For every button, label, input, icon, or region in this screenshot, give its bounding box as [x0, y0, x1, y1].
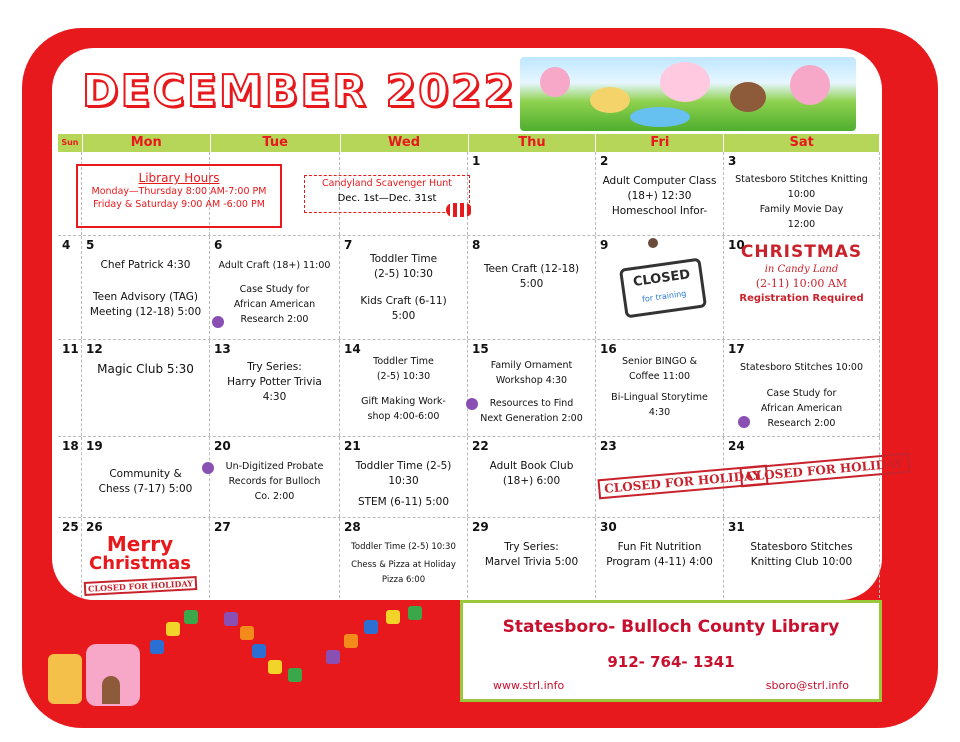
date-number: 2 — [600, 154, 609, 168]
scavenger-hunt-box — [304, 175, 470, 213]
date-number: 18 — [62, 439, 79, 453]
date-number: 30 — [600, 520, 617, 534]
date-number: 17 — [728, 342, 745, 356]
hours-weekday: Monday—Thursday 8:00 AM-7:00 PM — [91, 186, 267, 197]
tree-icon — [466, 398, 478, 410]
event-text: Statesboro Stitches Knitting Club 10:00 — [750, 541, 853, 568]
date-number: 16 — [600, 342, 617, 356]
event-text: Senior BINGO & Coffee 11:00 — [622, 356, 697, 382]
date-number: 14 — [344, 342, 361, 356]
event-text: Gift Making Work- shop 4:00-6:00 — [361, 396, 446, 422]
day-cell — [58, 437, 82, 517]
hunt-dates: Dec. 1st—Dec. 31st — [337, 193, 437, 204]
christmas-word: Christmas — [88, 553, 191, 574]
day-cell — [210, 236, 340, 339]
library-email[interactable]: sboro@strl.info — [765, 679, 849, 692]
event-text: Case Study for African American Research 2:00 — [233, 284, 316, 325]
day-tue: Tue — [211, 134, 341, 152]
day-thu: Thu — [469, 134, 597, 152]
day-cell — [596, 340, 724, 436]
day-mon: Mon — [83, 134, 211, 152]
day-cell — [724, 152, 880, 235]
candy-icon — [446, 203, 472, 217]
event-text: Teen Advisory (TAG) Meeting (12-18) 5:00 — [89, 291, 202, 318]
merry-word: Merry — [106, 532, 174, 556]
date-number: 31 — [728, 520, 745, 534]
day-cell — [82, 340, 210, 436]
library-website[interactable]: www.strl.info — [493, 679, 565, 692]
event-text: Family Ornament Workshop 4:30 — [490, 360, 573, 386]
date-number: 20 — [214, 439, 231, 453]
date-number: 12 — [86, 342, 103, 356]
library-info-box — [460, 600, 882, 702]
event-text: Bi-Lingual Storytime 4:30 — [611, 392, 708, 418]
event-text: Toddler Time (2-5) 10:30 — [355, 460, 452, 487]
date-number: 15 — [472, 342, 489, 356]
date-number: 25 — [62, 520, 79, 534]
day-sat: Sat — [724, 134, 880, 152]
library-hours-box — [76, 164, 282, 228]
date-number: 3 — [728, 154, 737, 168]
day-cell — [82, 437, 210, 517]
candyland-subtitle: in Candy Land — [764, 264, 839, 275]
day-cell — [340, 236, 468, 339]
registration-note: Registration Required — [739, 293, 864, 304]
hours-heading: Library Hours — [138, 171, 220, 185]
closed-holiday-stamp: CLOSED FOR HOLIDAY — [83, 576, 197, 596]
date-number: 6 — [214, 238, 223, 252]
date-number: 21 — [344, 439, 361, 453]
merry-christmas-graphic — [76, 534, 204, 593]
day-cell — [468, 340, 596, 436]
day-cell — [340, 518, 468, 598]
day-cell — [724, 518, 880, 598]
date-number: 13 — [214, 342, 231, 356]
day-cell — [82, 236, 210, 339]
day-fri: Fri — [596, 134, 724, 152]
day-cell — [724, 236, 880, 339]
christmas-candyland-event — [724, 240, 879, 306]
day-cell — [468, 152, 596, 235]
candy-house-graphic — [40, 640, 150, 714]
date-number: 28 — [344, 520, 361, 534]
date-number: 1 — [472, 154, 481, 168]
event-text: Community & Chess (7-17) 5:00 — [98, 468, 193, 495]
day-wed: Wed — [341, 134, 469, 152]
library-name: Statesboro- Bulloch County Library — [502, 617, 840, 637]
event-time: (2-11) 10:00 AM — [755, 277, 848, 290]
sign-hook-icon — [648, 238, 658, 248]
event-text: Try Series: Marvel Trivia 5:00 — [484, 541, 579, 568]
library-phone: 912- 764- 1341 — [607, 653, 735, 671]
date-number: 7 — [344, 238, 353, 252]
event-text: Toddler Time (2-5) 10:30 — [351, 542, 456, 552]
day-cell — [58, 236, 82, 339]
day-cell — [340, 437, 468, 517]
tree-icon — [212, 316, 224, 328]
tree-icon — [202, 462, 214, 474]
date-number: 9 — [600, 238, 609, 252]
event-text: Try Series: Harry Potter Trivia 4:30 — [227, 361, 322, 403]
closed-holiday-stamp: CLOSED FOR HOLIDAY — [597, 465, 768, 500]
event-text: Adult Book Club (18+) 6:00 — [489, 460, 574, 487]
event-text: Adult Craft (18+) 11:00 — [218, 260, 331, 271]
closed-holiday-stamp: CLOSED FOR HOLIDAY — [739, 453, 910, 488]
day-cell — [340, 340, 468, 436]
event-text: Toddler Time (2-5) 10:30 — [369, 253, 438, 280]
sign-sub: for training — [641, 288, 687, 304]
date-number: 24 — [728, 439, 745, 453]
event-text: Case Study for African American Research 2:00 — [760, 388, 843, 429]
tree-icon — [738, 416, 750, 428]
candyland-banner-image — [520, 57, 856, 131]
weekday-header — [58, 134, 880, 152]
page-title: DECEMBER 2022 — [82, 66, 516, 117]
event-text: Un-Digitized Probate Records for Bulloch Co. 2:00 — [225, 461, 324, 502]
hours-weekend: Friday & Saturday 9:00 AM -6:00 PM — [93, 199, 265, 210]
day-cell — [468, 518, 596, 598]
date-number: 8 — [472, 238, 481, 252]
day-sun: Sun — [58, 134, 83, 152]
event-text: Chess & Pizza at Holiday Pizza 6:00 — [351, 560, 456, 585]
event-text: Fun Fit Nutrition Program (4-11) 4:00 — [606, 541, 713, 568]
event-text: Adult Computer Class (18+) 12:30 Homeschool Infor- — [602, 175, 717, 217]
date-number: 22 — [472, 439, 489, 453]
event-text: Statesboro Stitches 10:00 — [739, 362, 864, 373]
day-cell — [468, 437, 596, 517]
date-number: 4 — [62, 238, 71, 252]
date-number: 10 — [728, 238, 745, 252]
date-number: 26 — [86, 520, 103, 534]
event-text: Statesboro Stitches Knitting 10:00 Family Movie Day 12:00 — [735, 174, 868, 230]
event-text: STEM (6-11) 5:00 — [357, 496, 450, 508]
christmas-title: CHRISTMAS — [740, 242, 863, 262]
event-text: Resources to Find Next Generation 2:00 — [480, 398, 583, 424]
date-number: 11 — [62, 342, 79, 356]
day-cell — [596, 518, 724, 598]
event-text: Kids Craft (6-11) 5:00 — [360, 295, 447, 322]
day-cell — [468, 236, 596, 339]
date-number: 5 — [86, 238, 95, 252]
event-text: Magic Club 5:30 — [97, 362, 194, 376]
week-row — [58, 340, 880, 437]
date-number: 27 — [214, 520, 231, 534]
day-cell — [210, 437, 340, 517]
week-row — [58, 236, 880, 340]
day-cell — [210, 518, 340, 598]
event-text: Teen Craft (12-18) 5:00 — [483, 263, 580, 290]
day-cell — [58, 340, 82, 436]
sign-main: CLOSED — [632, 267, 692, 291]
date-number: 19 — [86, 439, 103, 453]
date-number: 29 — [472, 520, 489, 534]
day-cell — [210, 340, 340, 436]
hunt-title: Candyland Scavenger Hunt — [322, 178, 452, 189]
event-text: Toddler Time (2-5) 10:30 — [373, 356, 434, 382]
day-cell — [596, 152, 724, 235]
date-number: 23 — [600, 439, 617, 453]
event-text: Chef Patrick 4:30 — [100, 259, 191, 271]
